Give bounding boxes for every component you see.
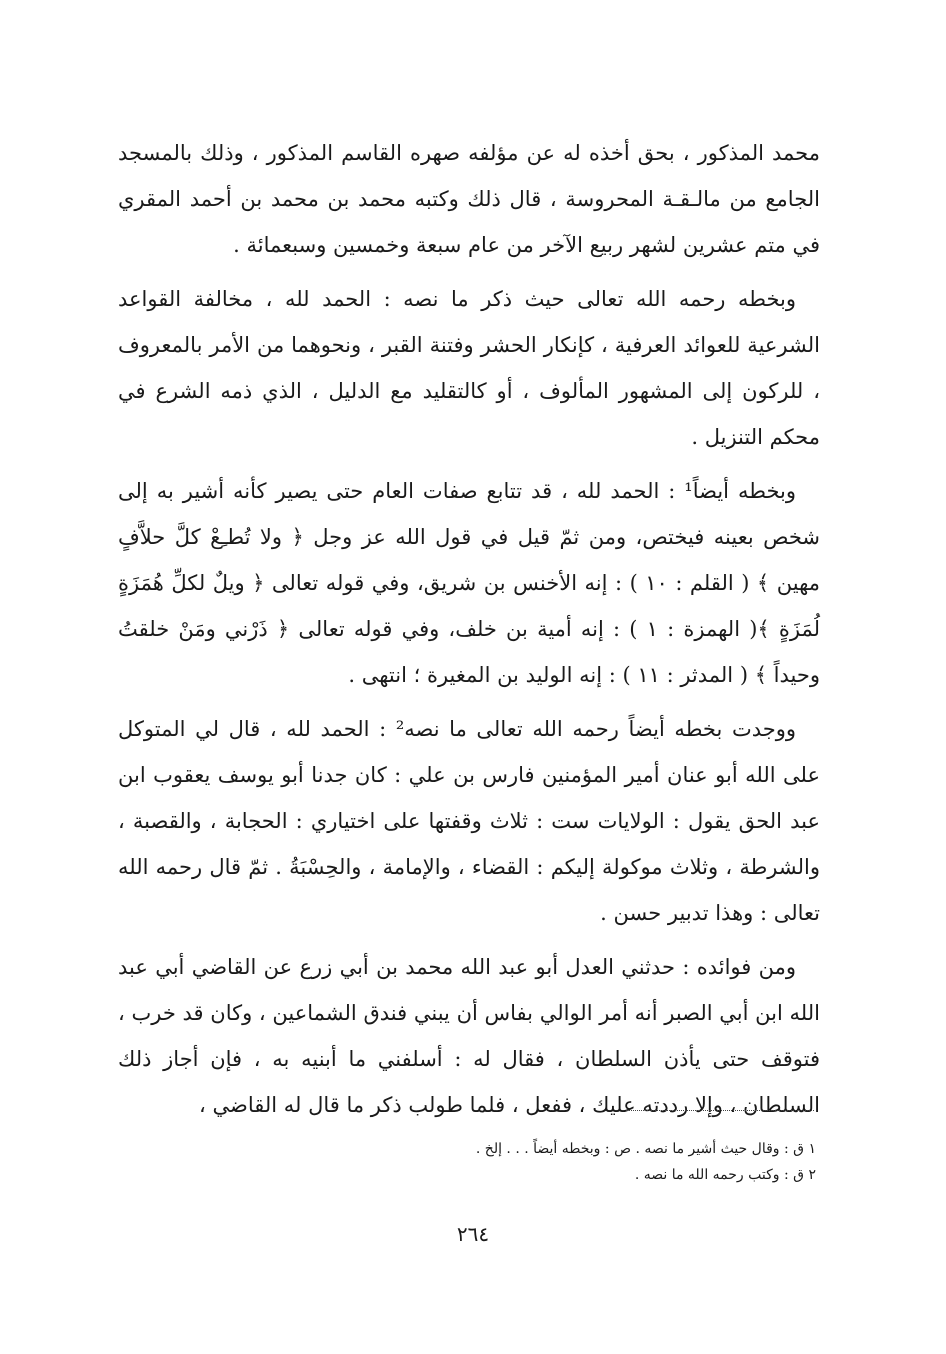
footnote-separator — [626, 1110, 814, 1111]
footnote: ٢ ق : وكتب رحمه الله ما نصه . — [634, 1167, 816, 1183]
footnote: ١ ق : وقال حيث أشير ما نصه . ص : وبخطه أيضاً . . . إلخ . — [475, 1141, 816, 1157]
page-number: ٢٦٤ — [456, 1222, 490, 1246]
paragraph: ومن فوائده : حدثني العدل أبو عبد الله محمد بن أبي زرع عن القاضي أبي عبد الله ابن أبي الصبر أنه أمر الوالي بفاس أن يبني فندق الشماعين ، وكان قد خرب ، فتوقف حتى يأذن السلطان ، فقال له : أسلفني ما أبنيه به ، فإن أجاز ذلك السلطان ، وإلا رددته عليك ، ففعل ، فلما طولب ذكر ما قال له القاضي ، — [118, 955, 820, 1117]
paragraph: وبخطه رحمه الله تعالى حيث ذكر ما نصه : الحمد لله ، مخالفة القواعد الشرعية للعوائد العرفية ، كإنكار الحشر وفتنة القبر ، ونحوهما من الأمر بالمعروف ، للركون إلى المشهور المألوف ، أو كالتقليد مع الدليل ، الذي ذمه الشرع في محكم التنزيل . — [118, 287, 820, 449]
paragraph: ووجدت بخطه أيضاً رحمه الله تعالى ما نصه² : الحمد لله ، قال لي المتوكل على الله أبو عنان أمير المؤمنين فارس بن علي : كان جدنا أبو يوسف يعقوب ابن عبد الحق يقول : الولايات ست : ثلاث وقفتها على اختياري : الحجابة ، والقصبة ، والشرطة ، وثلاث موكولة إليكم : القضاء ، والإمامة ، والحِسْبَةُ . ثمّ قال رحمه الله تعالى : وهذا تدبير حسن . — [118, 717, 820, 925]
paragraph: وبخطه أيضاً¹ : الحمد لله ، قد تتابع صفات العام حتى يصير كأنه أشير به إلى شخص بعينه فيختص، ومن ثمّ قيل في قول الله عز وجل ﴿ ولا تُطـِعْ كلَّ حلاَّفٍ مهين ﴾ ( القلم : ١٠ ) : إنه الأخنس بن شريق، وفي قوله تعالى ﴿ ويلٌ لكلِّ هُمَزَةٍ لُمَزَةٍ ﴾( الهمزة : ١ ) : إنه أمية بن خلف، وفي قوله تعالى ﴿ ذَرْني ومَنْ خلقتُ وحيداً ﴾ ( المدثر : ١١ ) : إنه الوليد بن المغيرة ؛ انتهى . — [118, 479, 821, 687]
paragraph: محمد المذكور ، بحق أخذه له عن مؤلفه صهره القاسم المذكور ، وذلك بالمسجد الجامع من مالـقـة المحروسة ، قال ذلك وكتبه محمد بن محمد بن أحمد المقري في متم عشرين لشهر ربيع الآخر من عام سبعة وخمسين وسبعمائة . — [118, 141, 820, 257]
main-text — [118, 130, 820, 1128]
footnotes — [260, 1136, 816, 1188]
